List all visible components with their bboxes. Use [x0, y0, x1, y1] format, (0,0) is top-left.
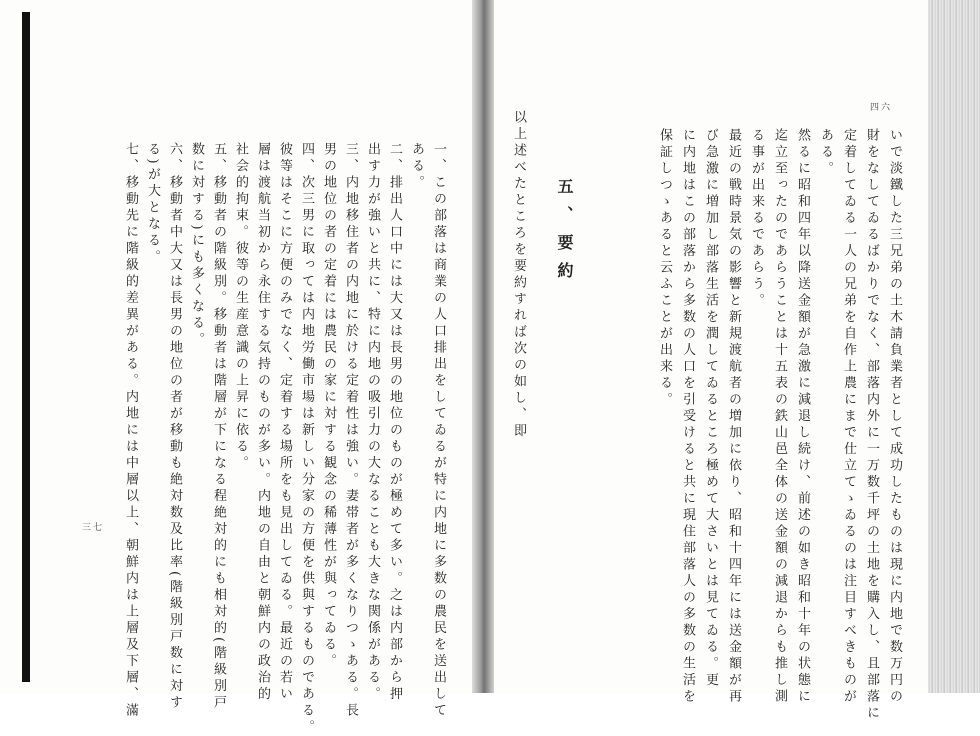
- book-gutter: [472, 0, 494, 693]
- left-page-edge: [22, 12, 30, 682]
- left-column-9: 層は渡航当初から永住する気持のものが多い。内地の自由と朝鮮内の政治的: [255, 142, 270, 703]
- page-number-left: 三七: [82, 523, 105, 533]
- left-column-4: 出す力が強いと共に、特に内地の吸引力の大なることも大きな関係がある。: [365, 142, 380, 703]
- left-column-13: 六、移動者中大又は長男の地位の者が移動も絶対数及比率(階級別戸数に対す: [167, 142, 182, 712]
- right-column-2: 財をなしてゐるばかりでなく、部落内外に一万数千坪の土地を購入し、且部落に: [864, 128, 879, 722]
- summary-intro: 以上述べたところを要約すれば次の如し、即: [511, 110, 526, 440]
- left-page: [40, 0, 468, 736]
- left-column-10: 社会的拘束。彼等の生産意識の上昇に依る。: [233, 142, 248, 472]
- left-column-6: 男の地位の者の定着には農民の家に対する観念の稀薄性が與ってゐる。: [321, 142, 336, 670]
- right-column-10: に内地はこの部落から多数の人口を引受けると共に現住部落人の多数の生活を: [680, 128, 695, 706]
- left-column-5: 三、内地移住者の内地に於ける定着性は強い。妻帯者が多くなりつゝある。長: [343, 142, 358, 720]
- left-column-1: 一、この部落は商業の人口排出をしてゐるが特に内地に多数の農民を送出して: [431, 142, 446, 720]
- section-heading: 五、要約: [555, 178, 574, 290]
- right-column-3: 定着してゐる一人の兄弟を自作上農にまで仕立てゝゐるのは注目すべきものが: [841, 128, 856, 706]
- page-number-right: 四六: [870, 103, 893, 113]
- right-page: [500, 0, 925, 722]
- right-column-1: いで淡鐵した三兄弟の土木請負業者として成功したものは現に内地で数万円の: [887, 128, 902, 706]
- right-column-4: ある。: [818, 128, 833, 178]
- left-column-12: 数に対する)にも多くなる。: [189, 142, 204, 349]
- right-column-6: 迄立至ったのであらうことは十五表の鉄山邑全体の送金額の減退からも推し測: [772, 128, 787, 706]
- left-column-15: 七、移動先に階級的差異がある。内地には中層以上、朝鮮内は上層及下層、滿: [123, 142, 138, 720]
- right-column-5: 然るに昭和四年以降送金額が急激に減退し続け、前述の如き昭和十年の状態に: [795, 128, 810, 706]
- left-column-3: 二、排出人口中には大又は長男の地位のものが極めて多い。之は内部から押: [387, 142, 402, 703]
- right-column-9: び急激に増加し部落生活を潤してゐるところ極めて大さいとは見てゐる。更: [703, 128, 718, 689]
- right-page-edge: [928, 0, 980, 693]
- left-column-8: 彼等はそこに方便のみでなく、定着する場所をも見出してゐる。最近の若い: [277, 142, 292, 703]
- right-column-11: 保証しつゝあると云ふことが出来る。: [657, 128, 672, 409]
- left-column-2: ある。: [409, 142, 424, 192]
- left-column-14: る)が大となる。: [145, 142, 160, 267]
- left-column-7: 四、次三男に取っては内地労働市場は新しい分家の方便を供與するものである。: [299, 142, 314, 736]
- right-column-7: る事が出来るであらう。: [749, 128, 764, 310]
- right-column-8: 最近の戦時景気の影響と新規渡航者の増加に依り、昭和十四年には送金額が再: [726, 128, 741, 706]
- left-column-11: 五、移動者の階級別。移動者は階層が下になる程絶対的にも相対的(階級別戸: [211, 142, 226, 712]
